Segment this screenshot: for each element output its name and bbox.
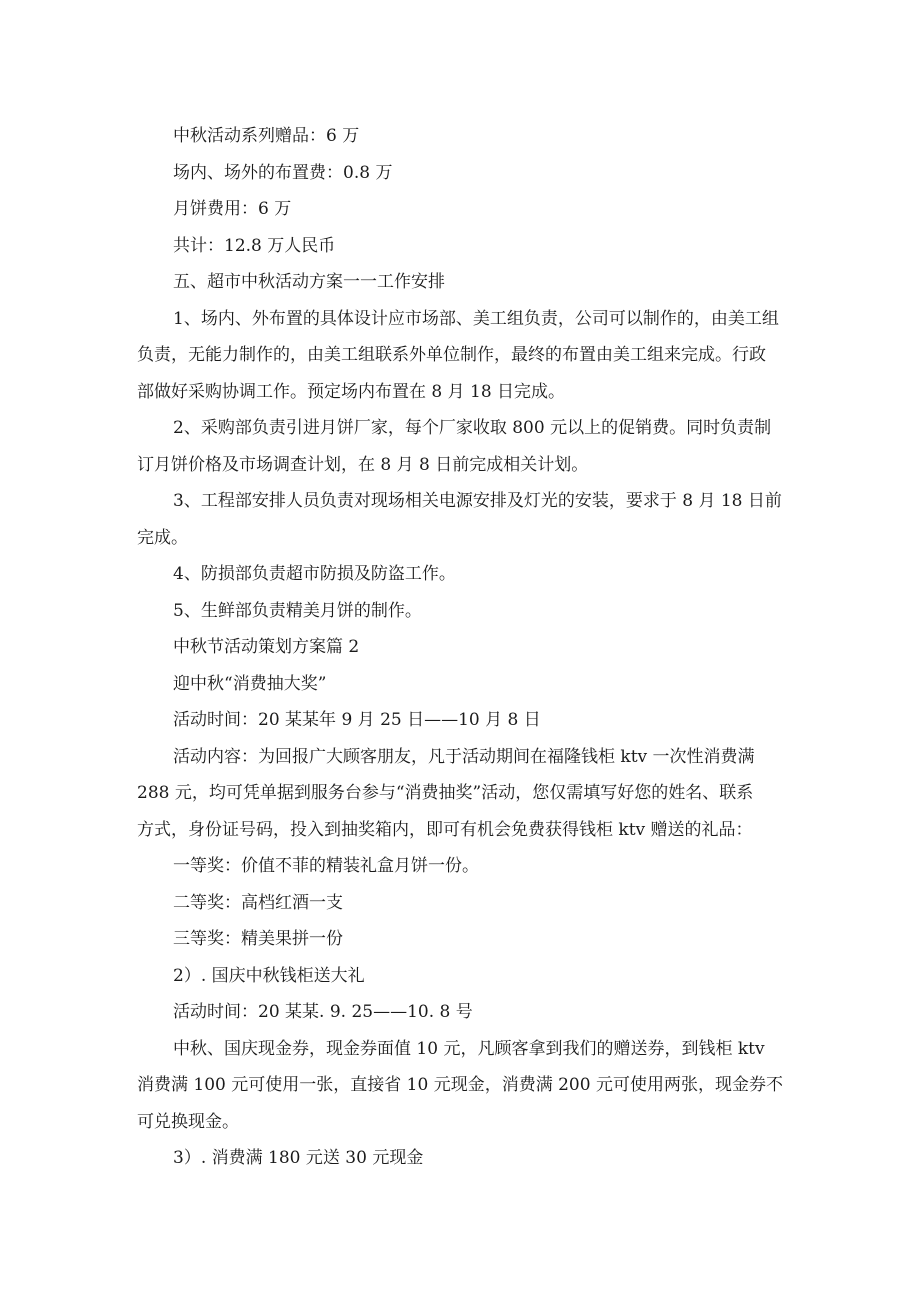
- item-3-line-1: 3、工程部安排人员负责对现场相关电源安排及灯光的安装，要求于 8 月 18 日前: [173, 491, 782, 511]
- event-1-content-line-2: 288 元，均可凭单据到服务台参与“消费抽奖”活动，您仅需填写好您的姓名、联系: [137, 783, 754, 803]
- item-2-line-1: 2、采购部负责引进月饼厂家，每个厂家收取 800 元以上的促销费。同时负责制: [173, 418, 772, 438]
- event-2-content-line-1: 中秋、国庆现金券，现金券面值 10 元，凡顾客拿到我们的赠送券，到钱柜 ktv: [173, 1038, 765, 1059]
- item-3-paragraph: [137, 483, 782, 556]
- event-3-title: 3）. 消费满 180 元送 30 元现金: [173, 1148, 424, 1168]
- event-1-content-paragraph: [137, 739, 777, 849]
- event-1-content-line-1: 活动内容：为回报广大顾客朋友，凡于活动期间在福隆钱柜 ktv 一次性消费满: [173, 746, 755, 767]
- event-1-content-line-3: 方式，身份证号码，投入到抽奖箱内，即可有机会免费获得钱柜 ktv 赠送的礼品：: [137, 819, 753, 840]
- item-5-line: 5、生鲜部负责精美月饼的制作。: [173, 600, 422, 621]
- budget-mooncake-line: 月饼费用：6 万: [173, 199, 292, 219]
- item-1-line-2: 负责，无能力制作的，由美工组联系外单位制作，最终的布置由美工组来完成。行政: [137, 345, 766, 365]
- budget-total-line: 共计：12.8 万人民币: [173, 235, 336, 256]
- item-2-paragraph: [137, 410, 777, 483]
- event-1-time: 活动时间：20 某某年 9 月 25 日——10 月 8 日: [173, 710, 541, 730]
- document-body: [137, 118, 783, 1177]
- event-2-content-line-2: 消费满 100 元可使用一张，直接省 10 元现金，消费满 200 元可使用两张，现金券不: [137, 1075, 783, 1095]
- prize-2-line: 二等奖：高档红酒一支: [173, 892, 343, 913]
- event-2-title: 2）. 国庆中秋钱柜送大礼: [173, 965, 365, 986]
- item-1-paragraph: [137, 301, 777, 411]
- item-1-line-3: 部做好采购协调工作。预定场内布置在 8 月 18 日完成。: [137, 381, 566, 402]
- item-2-line-2: 订月饼价格及市场调查计划，在 8 月 8 日前完成相关计划。: [137, 454, 589, 475]
- budget-decoration-line: 场内、场外的布置费：0.8 万: [173, 162, 393, 183]
- section-2-title: 中秋节活动策划方案篇 2: [173, 637, 360, 657]
- item-4-line: 4、防损部负责超市防损及防盗工作。: [173, 564, 456, 584]
- event-2-content-paragraph: [137, 1031, 783, 1141]
- section-heading-work-arrangement: 五、超市中秋活动方案一一工作安排: [173, 272, 445, 292]
- item-3-line-2: 完成。: [137, 527, 188, 548]
- event-2-time: 活动时间：20 某某. 9. 25——10. 8 号: [173, 1002, 473, 1022]
- event-2-content-line-3: 可兑换现金。: [137, 1111, 239, 1132]
- prize-1-line: 一等奖：价值不菲的精装礼盒月饼一份。: [173, 856, 479, 876]
- event-1-title: 迎中秋“消费抽大奖”: [173, 673, 327, 694]
- item-1-line-1: 1、场内、外布置的具体设计应市场部、美工组负责，公司可以制作的，由美工组: [173, 308, 779, 329]
- budget-gifts-line: 中秋活动系列赠品：6 万: [173, 126, 360, 146]
- prize-3-line: 三等奖：精美果拼一份: [173, 929, 343, 949]
